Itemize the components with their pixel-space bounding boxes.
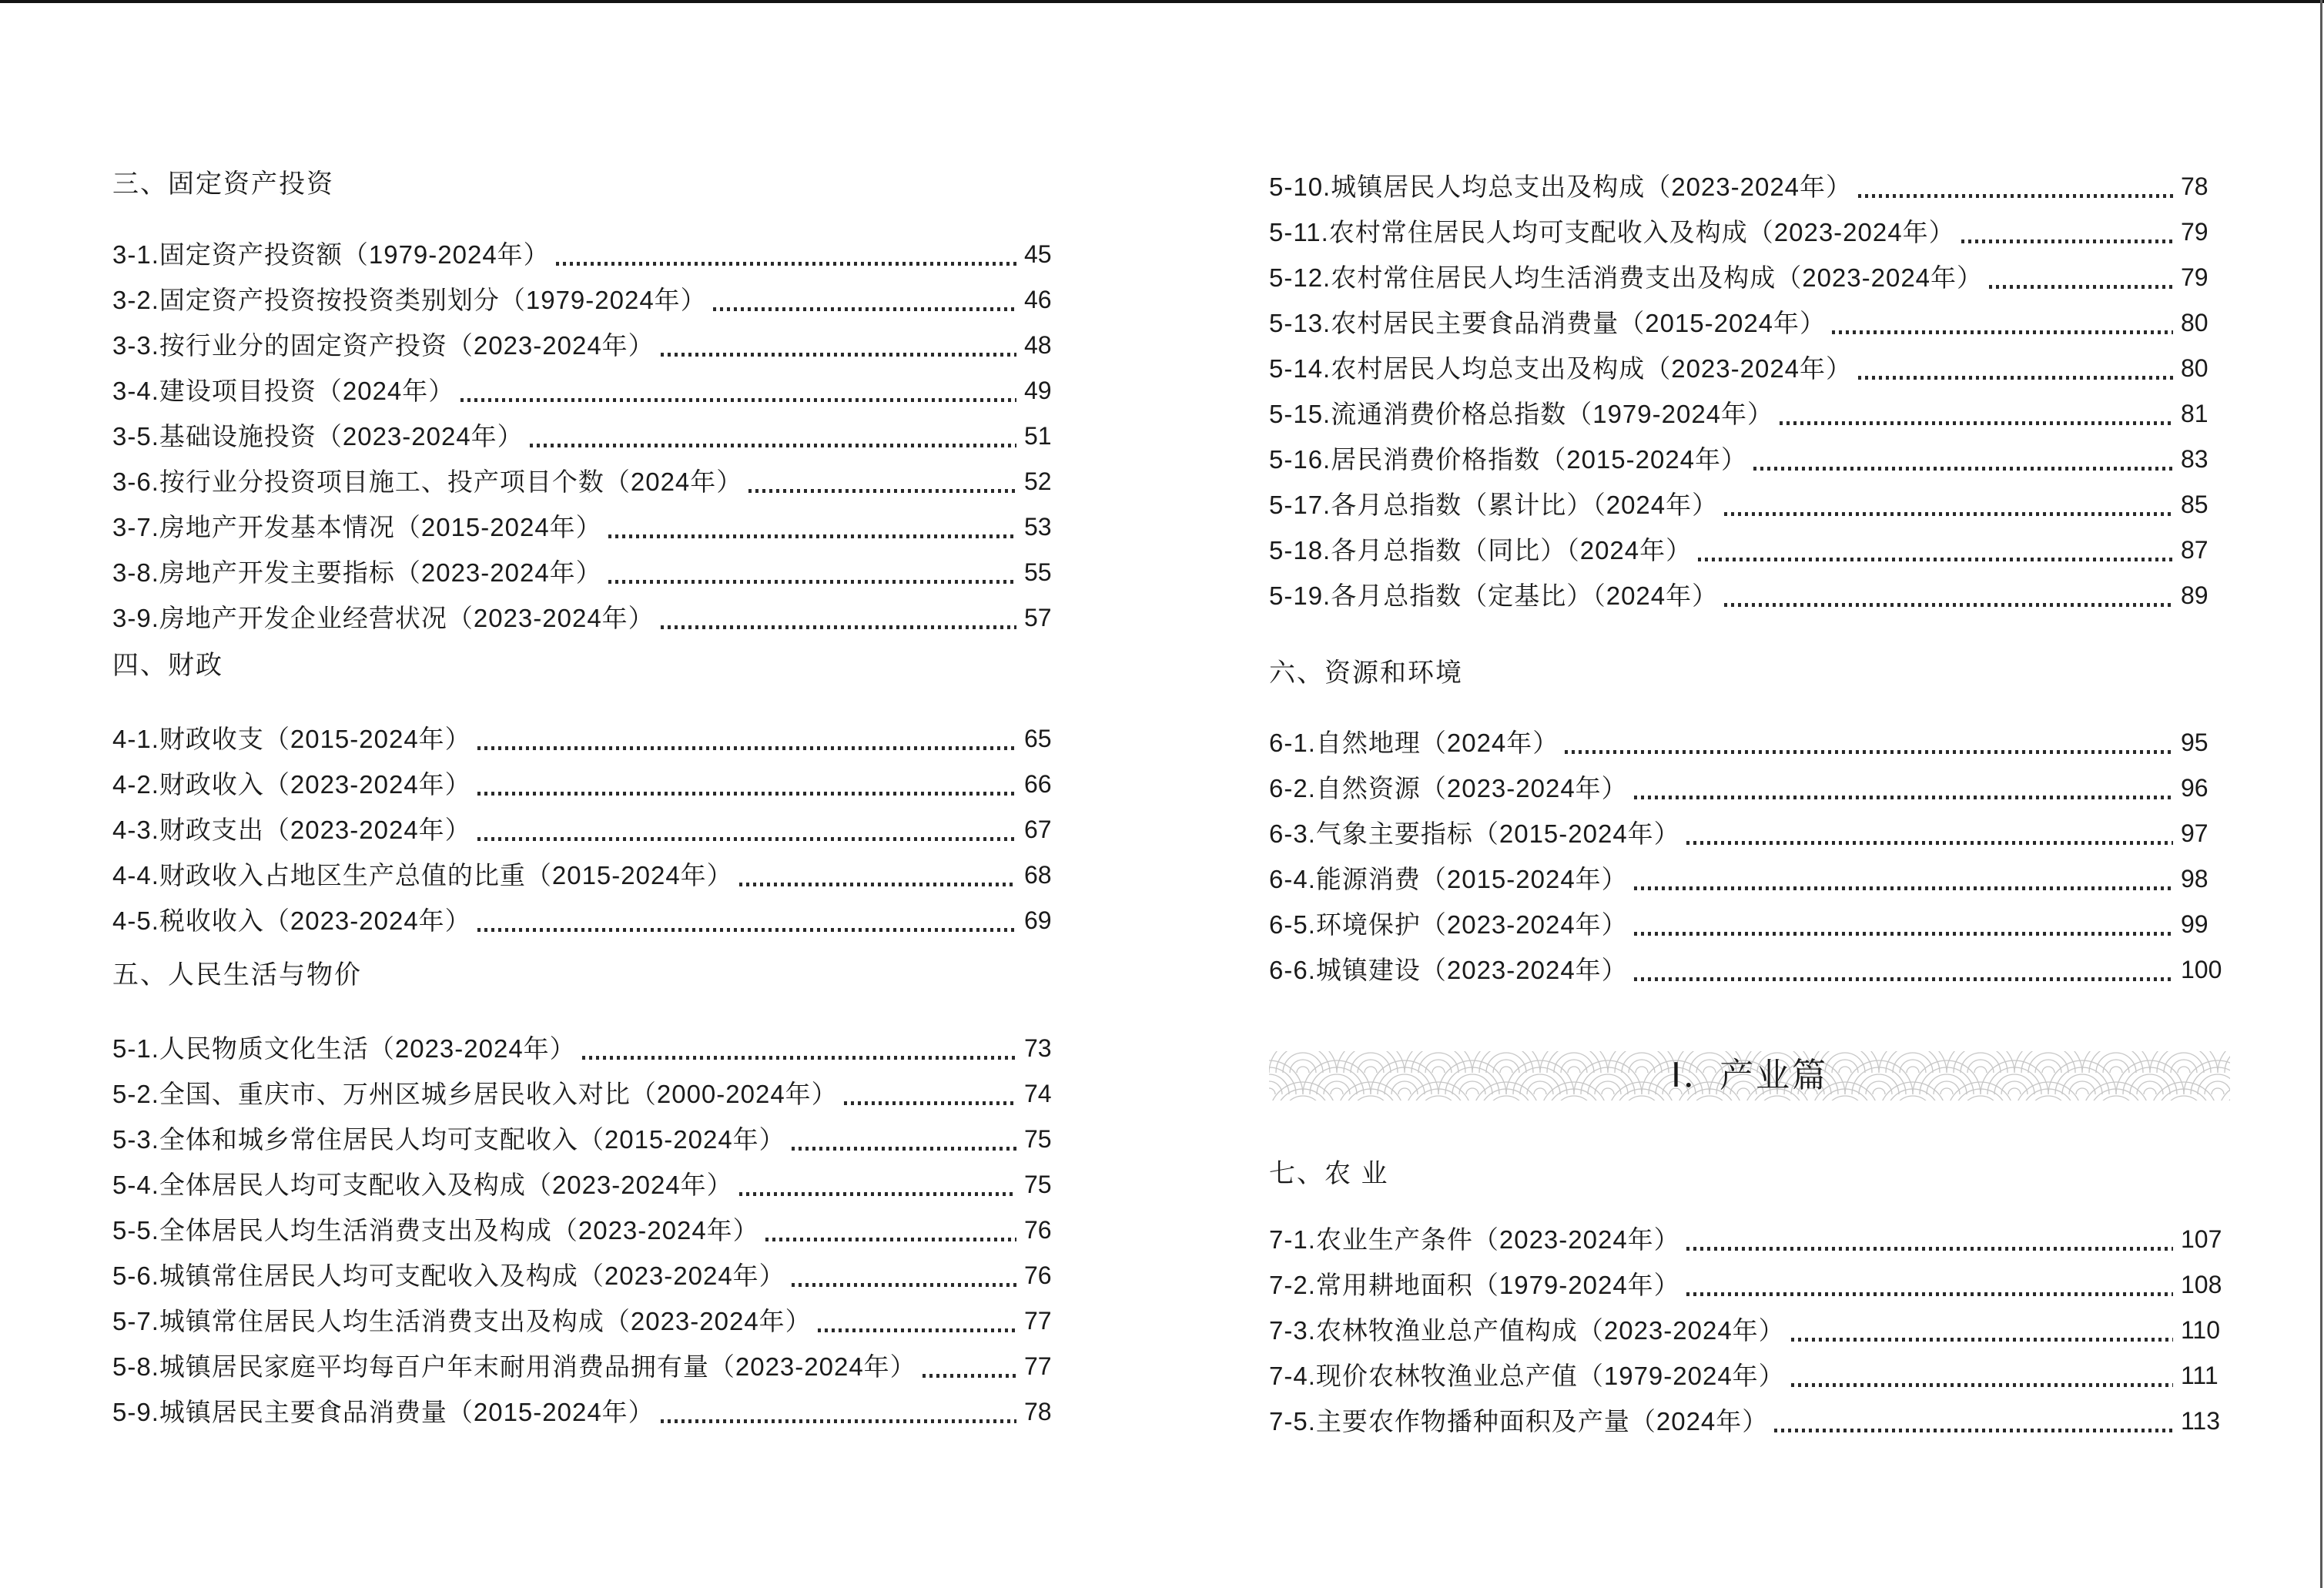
page-number: 75: [1024, 1125, 1052, 1153]
toc-entry: [112, 898, 1067, 943]
toc-entry-label: 5-6.城镇常住居民人均可支配收入及构成（2023-2024年）: [112, 1261, 785, 1290]
dot-leader: [1724, 603, 2173, 607]
toc-entry-label: 5-18.各月总指数（同比）（2024年）: [1269, 536, 1693, 565]
part-banner-title: Ⅰ．产业篇: [1671, 1057, 1828, 1094]
toc-entry: [112, 807, 1067, 853]
toc-column-right: [1269, 0, 2230, 1588]
page-number: 89: [2181, 581, 2208, 609]
page-number: 78: [2181, 173, 2208, 200]
toc-entry: [1269, 902, 2223, 947]
page-number: 97: [2181, 819, 2208, 847]
page-number: 77: [1024, 1307, 1052, 1335]
page-number: 51: [1024, 422, 1052, 450]
toc-entry: [112, 1117, 1067, 1162]
page-right-edge: [2320, 0, 2322, 1588]
page-number: 80: [2181, 309, 2208, 337]
page-number: 79: [2181, 218, 2208, 246]
dot-leader: [1686, 841, 2173, 845]
toc-entry: [112, 504, 1067, 550]
dot-leader: [661, 625, 1016, 629]
dot-leader: [1634, 796, 2173, 799]
dot-leader: [1989, 285, 2173, 289]
toc-entry: [112, 368, 1067, 414]
toc-entry-label: 3-4.建设项目投资（2024年）: [112, 377, 455, 405]
toc-entry-label: 6-3.气象主要指标（2015-2024年）: [1269, 819, 1680, 848]
dot-leader: [1832, 330, 2173, 334]
toc-entry: [1269, 300, 2223, 346]
toc-entry: [112, 1389, 1067, 1435]
toc-entry-label: 5-3.全体和城乡常住居民人均可支配收入（2015-2024年）: [112, 1125, 785, 1154]
dot-leader: [661, 353, 1016, 357]
page-number: 77: [1024, 1352, 1052, 1380]
page-number: 57: [1024, 604, 1052, 632]
dot-leader: [556, 262, 1016, 266]
page-number: 53: [1024, 513, 1052, 541]
toc-entry: [1269, 1217, 2223, 1262]
toc-entry-label: 5-9.城镇居民主要食品消费量（2015-2024年）: [112, 1398, 655, 1426]
page-number: 83: [2181, 445, 2208, 473]
page-number: 74: [1024, 1080, 1052, 1107]
toc-entry-label: 6-6.城镇建设（2023-2024年）: [1269, 956, 1628, 984]
dot-leader: [818, 1328, 1016, 1332]
page-number: 65: [1024, 725, 1052, 752]
toc-entry: [1269, 391, 2223, 437]
toc-entry: [112, 1253, 1067, 1298]
toc-entry-label: 7-4.现价农林牧渔业总产值（1979-2024年）: [1269, 1362, 1785, 1390]
page-number: 98: [2181, 865, 2208, 893]
dot-leader: [1774, 1429, 2173, 1432]
toc-entry: [1269, 947, 2223, 993]
toc-entry-label: 4-4.财政收入占地区生产总值的比重（2015-2024年）: [112, 861, 733, 889]
toc-entry-label: 5-7.城镇常住居民人均生活消费支出及构成（2023-2024年）: [112, 1307, 812, 1335]
page-number: 111: [2181, 1362, 2219, 1389]
toc-entry-label: 5-17.各月总指数（累计比）（2024年）: [1269, 491, 1719, 519]
toc-entry: [112, 323, 1067, 368]
dot-leader: [1791, 1338, 2173, 1342]
toc-entry: [112, 232, 1067, 277]
toc-entry: [112, 1208, 1067, 1253]
toc-entry: [1269, 720, 2223, 766]
dot-leader: [1634, 886, 2173, 890]
toc-entry: [112, 1162, 1067, 1208]
page-number: 45: [1024, 240, 1052, 268]
toc-entry-label: 6-1.自然地理（2024年）: [1269, 729, 1559, 757]
toc-entry-label: 4-2.财政收入（2023-2024年）: [112, 770, 471, 799]
dot-leader: [1753, 467, 2173, 471]
toc-entry: [1269, 528, 2223, 573]
toc-entry: [1269, 856, 2223, 902]
toc-entry: [1269, 1353, 2223, 1399]
toc-entry-label: 7-3.农林牧渔业总产值构成（2023-2024年）: [1269, 1316, 1785, 1345]
dot-leader: [765, 1238, 1016, 1241]
dot-leader: [1565, 750, 2173, 754]
toc-entry-label: 7-2.常用耕地面积（1979-2024年）: [1269, 1271, 1680, 1299]
section-heading: 六、资源和环境: [1269, 658, 1463, 688]
toc-entry: [1269, 346, 2223, 391]
toc-entry: [112, 1298, 1067, 1344]
page-number: 80: [2181, 354, 2208, 382]
dot-leader: [661, 1419, 1016, 1423]
section-heading: 四、财政: [112, 651, 223, 680]
toc-entry: [1269, 255, 2223, 300]
toc-entry-label: 3-9.房地产开发企业经营状况（2023-2024年）: [112, 604, 655, 632]
toc-entry: [112, 459, 1067, 504]
part-banner: [1269, 1051, 2230, 1101]
page-number: 69: [1024, 906, 1052, 934]
page-number: 78: [1024, 1398, 1052, 1426]
toc-entry: [1269, 437, 2223, 482]
page-number: 49: [1024, 377, 1052, 404]
toc-entry-label: 6-2.自然资源（2023-2024年）: [1269, 774, 1628, 802]
page-number: 52: [1024, 467, 1052, 495]
toc-entry-label: 4-5.税收收入（2023-2024年）: [112, 906, 471, 935]
page-number: 87: [2181, 536, 2208, 564]
toc-entry-label: 5-2.全国、重庆市、万州区城乡居民收入对比（2000-2024年）: [112, 1080, 838, 1108]
toc-entry: [112, 277, 1067, 323]
toc-entry-label: 3-2.固定资产投资按投资类别划分（1979-2024年）: [112, 286, 707, 314]
page-number: 68: [1024, 861, 1052, 889]
page-number: 107: [2181, 1225, 2222, 1253]
page-number: 76: [1024, 1261, 1052, 1289]
toc-entry-label: 3-1.固定资产投资额（1979-2024年）: [112, 240, 550, 269]
dot-leader: [1634, 932, 2173, 936]
page-number: 66: [1024, 770, 1052, 798]
toc-entry: [112, 716, 1067, 762]
page-number: 46: [1024, 286, 1052, 313]
page-number: 100: [2181, 956, 2222, 983]
toc-entry-label: 5-15.流通消费价格总指数（1979-2024年）: [1269, 400, 1774, 428]
dot-leader: [1791, 1383, 2173, 1387]
toc-entry-label: 5-11.农村常住居民人均可支配收入及构成（2023-2024年）: [1269, 218, 1955, 246]
toc-entry: [1269, 1308, 2223, 1353]
dot-leader: [1858, 376, 2173, 380]
toc-entry: [1269, 573, 2223, 618]
toc-entry-label: 3-5.基础设施投资（2023-2024年）: [112, 422, 524, 451]
toc-entry-label: 3-7.房地产开发基本情况（2015-2024年）: [112, 513, 602, 541]
dot-leader: [1686, 1292, 2173, 1296]
page-number: 75: [1024, 1171, 1052, 1198]
toc-entry-label: 5-10.城镇居民人均总支出及构成（2023-2024年）: [1269, 173, 1853, 201]
dot-leader: [477, 792, 1016, 796]
toc-entry-label: 5-5.全体居民人均生活消费支出及构成（2023-2024年）: [112, 1216, 759, 1245]
toc-entry-label: 6-5.环境保护（2023-2024年）: [1269, 910, 1628, 939]
toc-entry: [112, 1071, 1067, 1117]
toc-entry: [1269, 1399, 2223, 1444]
dot-leader: [792, 1147, 1016, 1151]
page-number: 76: [1024, 1216, 1052, 1244]
toc-entry: [1269, 1262, 2223, 1308]
page-number: 55: [1024, 558, 1052, 586]
toc-column-left: [112, 0, 1073, 1588]
page-number: 85: [2181, 491, 2208, 518]
dot-leader: [739, 883, 1016, 886]
page-number: 95: [2181, 729, 2208, 756]
dot-leader: [460, 398, 1016, 402]
dot-leader: [582, 1056, 1016, 1060]
toc-entry: [112, 1344, 1067, 1389]
toc-entry-label: 7-5.主要农作物播种面积及产量（2024年）: [1269, 1407, 1769, 1436]
section-heading: 三、固定资产投资: [112, 169, 334, 199]
toc-entry-label: 5-14.农村居民人均总支出及构成（2023-2024年）: [1269, 354, 1853, 383]
dot-leader: [477, 746, 1016, 750]
dot-leader: [923, 1374, 1016, 1378]
dot-leader: [477, 837, 1016, 841]
dot-leader: [608, 534, 1016, 538]
toc-entry-label: 3-3.按行业分的固定资产投资（2023-2024年）: [112, 331, 655, 360]
page-number: 48: [1024, 331, 1052, 359]
page-number: 99: [2181, 910, 2208, 938]
dot-leader: [1698, 558, 2173, 561]
toc-entry-label: 4-1.财政收支（2015-2024年）: [112, 725, 471, 753]
dot-leader: [608, 580, 1016, 584]
page-number: 108: [2181, 1271, 2222, 1298]
toc-entry-label: 5-13.农村居民主要食品消费量（2015-2024年）: [1269, 309, 1827, 337]
toc-entry: [112, 762, 1067, 807]
dot-leader: [1780, 421, 2173, 425]
toc-entry-label: 5-16.居民消费价格指数（2015-2024年）: [1269, 445, 1748, 474]
page-number: 67: [1024, 816, 1052, 843]
section-heading: 七、农 业: [1269, 1159, 1389, 1188]
section-heading: 五、人民生活与物价: [112, 960, 362, 990]
toc-entry-label: 5-19.各月总指数（定基比）（2024年）: [1269, 581, 1719, 610]
page-number: 81: [2181, 400, 2208, 427]
toc-entry-label: 5-4.全体居民人均可支配收入及构成（2023-2024年）: [112, 1171, 733, 1199]
dot-leader: [792, 1283, 1016, 1287]
toc-entry: [1269, 482, 2223, 528]
dot-leader: [739, 1192, 1016, 1196]
toc-entry: [1269, 766, 2223, 811]
page-number: 113: [2181, 1407, 2221, 1435]
page-number: 96: [2181, 774, 2208, 802]
toc-entry-label: 7-1.农业生产条件（2023-2024年）: [1269, 1225, 1680, 1254]
dot-leader: [1724, 512, 2173, 516]
dot-leader: [1634, 977, 2173, 981]
dot-leader: [530, 444, 1016, 447]
toc-entry: [1269, 164, 2223, 209]
toc-entry-label: 6-4.能源消费（2015-2024年）: [1269, 865, 1628, 893]
page-number: 73: [1024, 1034, 1052, 1062]
toc-entry: [112, 1026, 1067, 1071]
toc-entry: [112, 550, 1067, 595]
dot-leader: [713, 307, 1016, 311]
toc-entry: [112, 853, 1067, 898]
toc-entry-label: 5-8.城镇居民家庭平均每百户年末耐用消费品拥有量（2023-2024年）: [112, 1352, 916, 1381]
dot-leader: [1961, 240, 2173, 243]
page-number: 110: [2181, 1316, 2221, 1344]
toc-entry: [112, 414, 1067, 459]
toc-entry: [1269, 811, 2223, 856]
toc-entry-label: 3-8.房地产开发主要指标（2023-2024年）: [112, 558, 602, 587]
dot-leader: [1686, 1247, 2173, 1251]
dot-leader: [748, 489, 1016, 493]
dot-leader: [477, 928, 1016, 932]
toc-entry-label: 5-12.农村常住居民人均生活消费支出及构成（2023-2024年）: [1269, 263, 1984, 292]
toc-entry: [1269, 209, 2223, 255]
toc-entry-label: 3-6.按行业分投资项目施工、投产项目个数（2024年）: [112, 467, 743, 496]
toc-entry-label: 4-3.财政支出（2023-2024年）: [112, 816, 471, 844]
toc-entry: [112, 595, 1067, 641]
toc-entry-label: 5-1.人民物质文化生活（2023-2024年）: [112, 1034, 576, 1063]
dot-leader: [844, 1101, 1016, 1105]
page-number: 79: [2181, 263, 2208, 291]
dot-leader: [1858, 194, 2173, 198]
